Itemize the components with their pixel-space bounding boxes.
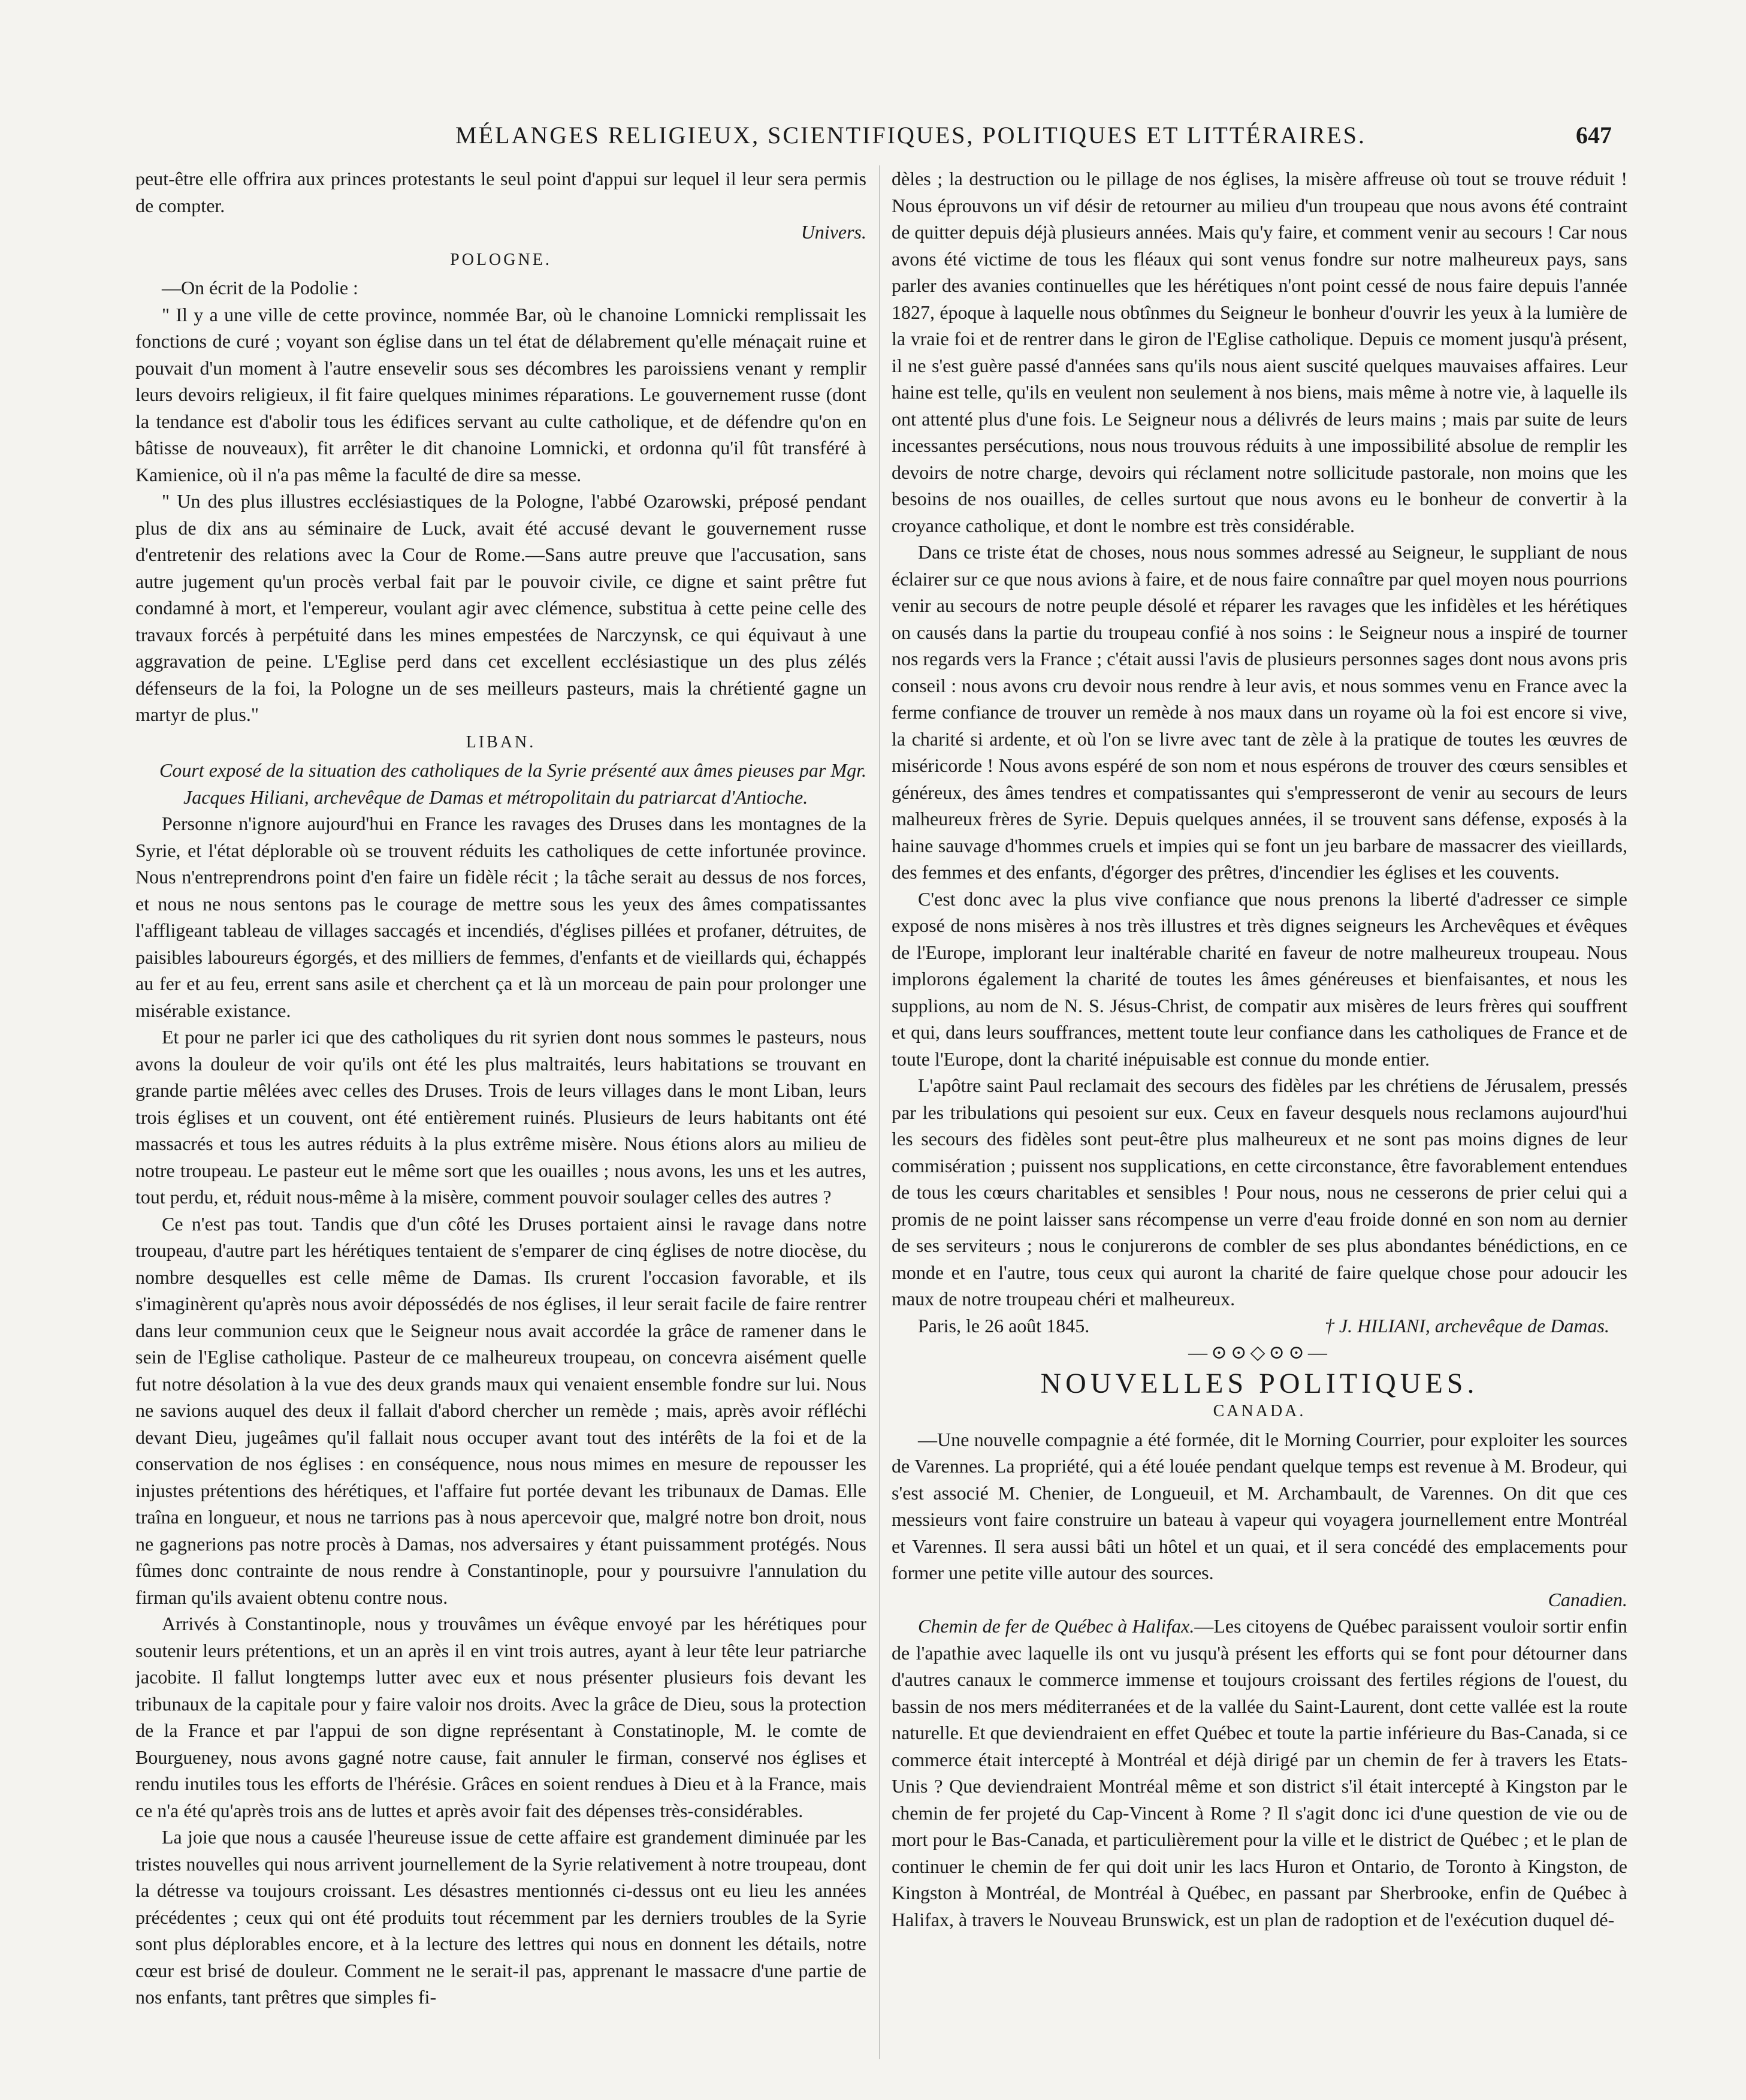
- article-continuation: peut-être elle offrira aux princes protestants le seul point d'appui sur lequel il leur sera permis de compter.: [135, 168, 866, 216]
- right-column: [892, 165, 1627, 2065]
- article-text: —Les citoyens de Québec paraissent vouloir sortir enfin de l'apathie avec laquelle ils ont vu jusqu'à présent les efforts qui se font pour détourner dans d'autres canaux le commerce immense et toujours croissant des fertiles régions de l'ouest, du bassin de nos mers méditerranées et de la vallée du Saint-Laurent, dont cette vallée est la route naturelle. Et que deviendraient en effet Québec et toute la partie inférieure du Bas-Canada, si ce commerce était intercepté à Montréal et déjà dirigé par un chemin de fer à travers les Etats-Unis ? Que deviendraient Montréal même et son district s'il était intercepté à Kingston par le chemin de fer projeté du Cap-Vincent à Rome ? Il s'agit donc ici d'une question de vie ou de mort pour le Bas-Canada, et particulièrement pour la ville et le district de Québec ; et le plan de continuer le chemin de fer qui doit unir les lacs Huron et Ontario, de Toronto à Kingston, de Kingston à Montréal, de Montréal à Québec, en passant par Sherbrooke, enfin de Québec à Halifax, à travers le Nouveau Brunswick, est un plan de radoption et de l'exécution duquel dé-: [892, 1615, 1627, 1930]
- dateline-place-date: Paris, le 26 août 1845.: [918, 1314, 1090, 1336]
- paragraph: —On écrit de la Podolie :: [162, 277, 358, 298]
- paragraph: C'est donc avec la plus vive confiance que nous prenons la liberté d'adresser ce simple exposé de nons misères à nos très illustres et très dignes seigneurs les Archevêques et évêques de l'Europe, implorant leur inaltérable charité en faveur de notre malheureux troupeau. Nous implorons également la charité de toutes les âmes généreuses et bienfaisantes, et nous les supplions, au nom de N. S. Jésus-Christ, de compatir aux misères de leurs frères qui souffrent et qui, dans leurs souffrances, mettent toute leur confiance dans les catholiques de France et de toute l'Europe, dont la charité inépuisable est connue du monde entier.: [892, 888, 1627, 1070]
- section-head-nouvelles: NOUVELLES POLITIQUES.: [1040, 1367, 1479, 1399]
- article-subhead: Court exposé de la situation des catholiques de la Syrie présenté aux âmes pieuses par Mgr. Jacques Hiliani, archevêque de Damas et métropolitain du patriarcat d'Antioche.: [159, 759, 866, 808]
- paragraph: Personne n'ignore aujourd'hui en France les ravages des Druses dans les montagnes de la Syrie, et l'état déplorable où se trouvent réduits les catholiques de cette infortunée province. Nous n'entreprendrons point d'en faire un fidèle récit ; la tâche serait au dessus de nos forces, et nous ne nous sentons pas le courage de mettre sous les yeux des âmes compatissantes l'affligeant tableau de villages saccagés et incendiés, d'églises pillées et profaner, détruites, de paisibles laboureurs égorgés, et des milliers de femmes, d'enfants et de vieillards qui, échappés au fer et au feu, errent sans asile et cherchent ça et là un morceau de pain pour prolonger une misérable existance.: [135, 813, 866, 1021]
- paragraph: —Une nouvelle compagnie a été formée, dit le Morning Courrier, pour exploiter les sources de Varennes. La propriété, qui a été louée pendant quelque temps est revenue à M. Brodeur, qui s'est associé M. Chenier, de Longueuil, et M. Archambault, de Varennes. On dit que ces messieurs vont faire construire un bateau à vapeur qui voyagera journellement entre Montréal et Varennes. Il sera aussi bâti un hôtel et un quai, et il sera concédé des emplacements pour former une petite ville autour des sources.: [892, 1428, 1627, 1583]
- dateline-signature: † J. HILIANI, archevêque de Damas.: [1324, 1314, 1609, 1336]
- paragraph: Dans ce triste état de choses, nous nous sommes adressé au Seigneur, le suppliant de nous éclairer sur ce que nous avions à faire, et de nous faire connaître par quel moyen nous pourrions venir au secours de notre peuple désolé et réparer les ravages que les infidèles et les hérétiques on causés dans la partie du troupeau confié à nos soins : le Seigneur nous a inspiré de tourner nos regards vers la France ; c'était aussi l'avis de plusieurs personnes sages dont nous avons pris conseil : nous avons cru devoir nous rendre à leur avis, et nous sommes venu en France avec la ferme confiance de trouver un remède à nos maux dans un royame où la foi est encore si vive, la charité si ardente, et où l'on se livre avec tant de zèle à la pratique de toutes les œuvres de miséricorde ! Nous avons espéré de son nom et nous espérons de trouver des cœurs sensibles et généreux, des âmes tendres et compatissantes qui s'empresseront de venir au secours de leurs malheureux frères de Syrie. Depuis quelques années, il se trouvent sans défense, exposés à la haine sauvage d'hommes cruels et impies qui se font un jeu barbare de massacrer des vieillards, des femmes et des enfants, d'égorger des prêtres, d'incendier les églises et les couvents.: [892, 541, 1627, 883]
- paragraph-with-title: [892, 1613, 1627, 1933]
- paragraph: La joie que nous a causée l'heureuse issue de cette affaire est grandement diminuée par les tristes nouvelles qui nous arrivent journellement de la Syrie relativement à notre troupeau, dont la détresse va toujours croissant. Les désastres mentionnés ci-dessus ont eu lieu les années précédentes ; ceux qui ont été produits tout récemment par les derniers troubles de la Syrie sont plus déplorables encore, et à la lecture des lettres qui nous en donnent les détails, notre cœur est brisé de douleur. Comment ne le serait-il pas, apprenant le massacre d'une partie de nos enfants, tant prêtres que simples fi-: [135, 1826, 866, 2008]
- paragraph: " Il y a une ville de cette province, nommée Bar, où le chanoine Lomnicki remplissait les fonctions de curé ; voyant son église dans un tel état de délabrement qu'elle ménaçait ruine et pouvait d'un moment à l'autre ensevelir sous ses décombres les paroissiens venant y remplir leurs devoirs religieux, il fit faire quelques minimes réparations. Le gouvernement russe (dont la tendance est d'abolir tous les édifices servant au culte catholique, et de défendre qu'on en bâtisse de nouveaux), fit arrêter le dit chanoine Lomnicki, et ordonna qu'il fût transféré à Kamienice, où il n'a pas même la faculté de dire sa messe.: [135, 303, 866, 485]
- paragraph: Et pour ne parler ici que des catholiques du rit syrien dont nous sommes le pasteurs, nous avons la douleur de voir qu'ils ont été les plus maltraités, leurs habitations se trouvant en grande partie mêlées avec celles des Druses. Trois de leurs villages dans le mont Liban, leurs trois églises et un couvent, ont été entièrement ruinés. Plusieurs de leurs habitants ont été massacrés et tous les autres réduits à la plus extrême misère. Nous étions alors au milieu de notre troupeau. Le pasteur eut le même sort que les ouailles ; nous avons, les uns et les autres, tout perdu, et, réduit nous-même à la misère, comment pouvoir soulager celles des autres ?: [135, 1026, 866, 1208]
- running-head: MÉLANGES RELIGIEUX, SCIENTIFIQUES, POLITIQUES ET LITTÉRAIRES.: [455, 122, 1366, 149]
- paragraph: L'apôtre saint Paul reclamait des secours des fidèles par les chrétiens de Jérusalem, pressés par les tribulations qui pesoient sur eux. Ceux en faveur desquels nous reclamons aujourd'hui les secours des fidèles sont peut-être plus malheureux et ne sont pas moins dignes de leur commisération ; puissent nos supplications, en cette circonstance, être favorablement entendues de tous les cœurs charitables et sensibles ! Pour nous, nous ne cesserons de prier celui qui a promis de ne point laisser sans récompense un verre d'eau froide donné en son nom au dernier de ses serviteurs ; nous le conjurerons de combler de ses plus abondantes bénédictions, en ce monde et en l'autre, tous ceux qui auront la charité de faire quelque chose pour adoucir les maux de notre troupeau chéri et malheureux.: [892, 1075, 1627, 1310]
- source-signature: Canadien.: [1548, 1588, 1627, 1610]
- source-signature: Univers.: [800, 221, 866, 243]
- paragraph: Arrivés à Constantinople, nous y trouvâmes un évêque envoyé par les hérétiques pour soutenir leurs prétentions, et un an après il en vint trois autres, ayant à leur tête leur patriarche jacobite. Il fallut longtemps lutter avec eux et nous présenter plusieurs fois devant les tribunaux de la capitale pour y faire valoir nos droits. Avec la grâce de Dieu, sous la protection de la France et par l'appui de son digne représentant à Constatinople, M. le comte de Bourgueney, nous avons gagné notre cause, fait annuler le firman, conservé nos églises et rendu inutiles tous les efforts de l'hérésie. Grâces en soient rendues à Dieu et à la France, mais ce n'a été qu'après trois ans de luttes et après avoir fait des dépenses très-considérables.: [135, 1613, 866, 1821]
- article-title: Chemin de fer de Québec à Halifax.: [918, 1615, 1195, 1637]
- page-number: 647: [1576, 122, 1612, 149]
- dateline: [892, 1312, 1627, 1339]
- paragraph: Ce n'est pas tout. Tandis que d'un côté les Druses portaient ainsi le ravage dans notre troupeau, d'autre part les hérétiques tentaient de s'emparer de cinq églises de notre diocèse, du nombre desquelles est celle même de Damas. Ils crurent l'occasion favorable, et ils s'imaginèrent qu'après nous avoir dépossédés de nos églises, il leur serait facile de faire rentrer dans leur communion ceux que le Seigneur nous avait accordée la grâce de ramener dans le sein de l'Eglise catholique. Pasteur de ce malheureux troupeau, on concevra aisément quelle fut notre désolation à la vue des deux grands maux qui venaient ensemble fondre sur lui. Nous ne savions auquel des deux il fallait d'abord chercher un remède ; mais, après avoir réfléchi devant Dieu, jugeâmes qu'il fallait nous occuper avant tout des intérêts de la foi et de la conservation de nos églises : en conséquence, nous nous mimes en mesure de repousser les injustes prétentions des hérétiques, et l'affaire fut portée devant les tribunaux de Damas. Elle traîna en longueur, et nous ne tarrions pas à nous apercevoir que, malgré notre bon droit, nous ne gagnerions pas notre procès à Damas, nos adversaires y étant puissamment protégés. Nous fûmes donc contrainte de nous rendre à Constantinople, pour y poursuivre l'annulation du firman qu'ils avaient obtenu contre nous.: [135, 1212, 866, 1608]
- section-head-canada: CANADA.: [1213, 1402, 1306, 1420]
- paragraph: dèles ; la destruction ou le pillage de nos églises, la misère affreuse où tout se trouve réduit ! Nous éprouvons un vif désir de retourner au milieu d'un troupeau que nous avons été contraint de quitter depuis déjà plusieurs années. Mais qu'y faire, et comment venir au secours ! Car nous avons été victime de tous les fléaux qui sont venus fondre sur notre malheureux pays, sans parler des avanies continuelles que les hérétiques n'ont point cessé de nous faire depuis l'année 1827, époque à laquelle nous obtînmes du Seigneur le bonheur d'ouvrir les yeux à la lumière de la vraie foi et de rentrer dans le giron de l'Eglise catholique. Depuis ce moment jusqu'à présent, il ne s'est guère passé d'années sans qu'ils nous aient suscité quelques mauvaises affaires. Leur haine est telle, qu'ils en veulent non seulement à nos biens, mais même à notre vie, à laquelle ils ont attenté plus d'une fois. Le Seigneur nous a délivrés de leurs mains ; mais par suite de leurs incessantes persécutions, nous nous trouvous réduits à une impossibilité absolue de remplir les devoirs de notre charge, devoirs qui réclament notre sollicitude pastorale, non moins que les besoins de nos ouailles, de celles surtout que nous avons eu le bonheur de convertir à la croyance catholique, et dont le nombre est très considérable.: [892, 168, 1627, 536]
- left-column: [135, 165, 866, 2065]
- paragraph: " Un des plus illustres ecclésiastiques de la Pologne, l'abbé Ozarowski, préposé pendant plus de dix ans au séminaire de Luck, avait été accusé devant le gouvernement russe d'entretenir des relations avec la Cour de Rome.—Sans autre preuve que l'accusation, sans autre jugement qu'un procès verbal fait par le pouvoir civile, ce digne et saint prêtre fut condamné à mort, et l'empereur, voulant agir avec clémence, substitua à cette peine celle des travaux forcés à perpétuité dans les mines empestées de Narczynsk, ce qui équivaut à une aggravation de peine. L'Eglise perd dans cet excellent ecclésiastique un des plus zélés défenseurs de la foi, la Pologne un de ses meilleurs pasteurs, mais la chrétienté gagne un martyr de plus.": [135, 490, 866, 725]
- ornament-divider: —⊙⊙◇⊙⊙—: [1188, 1341, 1331, 1363]
- section-head-liban: LIBAN.: [466, 732, 536, 752]
- section-head-pologne: POLOGNE.: [450, 250, 552, 269]
